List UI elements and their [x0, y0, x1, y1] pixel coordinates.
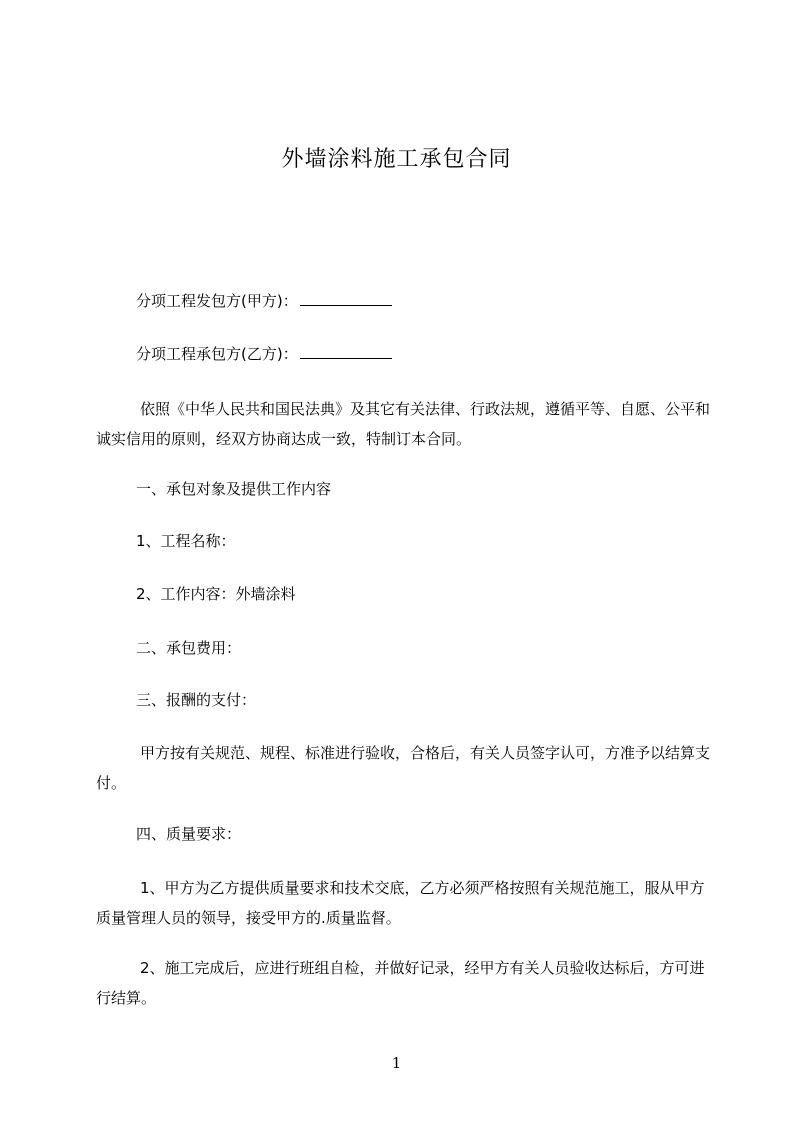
section-2-heading: 二、承包费用： [136, 639, 242, 657]
document-title: 外墙涂料施工承包合同 [281, 147, 512, 172]
section-4-heading: 四、质量要求： [136, 825, 242, 843]
quality-text-2: 2、施工完成后，应进行班组自检，并做好记录，经甲方有关人员验收达标后，方可进行结算。 [96, 959, 705, 1007]
party-b-line [136, 343, 392, 365]
party-a-label: 分项工程发包方(甲方)： [136, 292, 298, 310]
party-b-label: 分项工程承包方(乙方)： [136, 345, 298, 363]
section-1-heading: 一、承包对象及提供工作内容 [136, 480, 332, 498]
party-a-blank [300, 291, 392, 306]
quality-text-1: 1、甲方为乙方提供质量要求和技术交底，乙方必须严格按照有关规范施工，服从甲方质量管理人员的领导，接受甲方的.质量监督。 [96, 879, 705, 927]
party-b-blank [300, 344, 392, 359]
payment-paragraph [96, 738, 716, 798]
item-project-name: 1、工程名称： [136, 532, 236, 550]
quality-paragraph-2 [96, 953, 716, 1013]
intro-text: 依照《中华人民共和国民法典》及其它有关法律、行政法规，遵循平等、自愿、公平和诚实信用的原则，经双方协商达成一致，特制订本合同。 [96, 400, 711, 448]
section-3-heading: 三、报酬的支付： [136, 691, 257, 709]
page-number: 1 [391, 1054, 402, 1072]
intro-paragraph [96, 394, 716, 454]
quality-paragraph-1 [96, 873, 716, 933]
party-a-line [136, 290, 392, 312]
item-work-content: 2、工作内容：外墙涂料 [136, 585, 296, 603]
payment-text: 甲方按有关规范、规程、标准进行验收，合格后，有关人员签字认可，方准予以结算支付。 [96, 744, 711, 792]
